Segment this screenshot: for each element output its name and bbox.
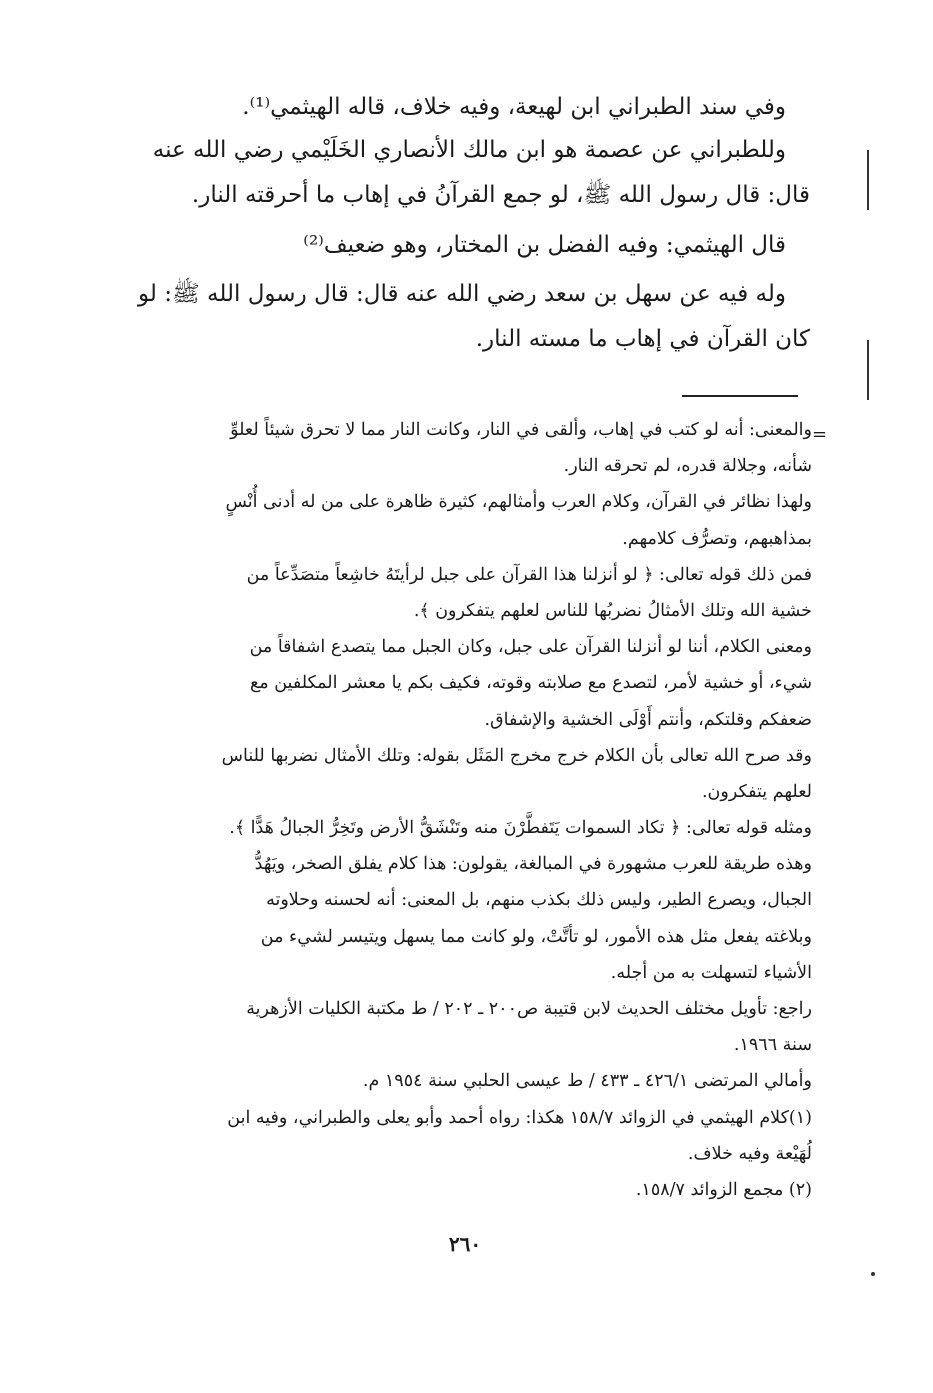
footnote-line: الجبال، ويصرع الطير، وليس ذلك بكذب منهم، بل المعنى: أنه لحسنه وحلاوته <box>266 890 812 911</box>
footnote-separator <box>682 395 798 397</box>
footnote-line: لعلهم يتفكرون. <box>701 781 812 802</box>
main-line-1: وفي سند الطبراني ابن لهيعة، وفيه خلاف، قاله الهيثمي⁽¹⁾. <box>242 94 786 120</box>
footnote-line: خشية الله وتلك الأمثالُ نضربُها للناس لعلهم يتفكرون ﴾. <box>413 600 812 621</box>
main-line-3: قال: قال رسول الله ﷺ، لو جمع القرآنُ في إهاب ما أحرقته النار. <box>191 182 810 208</box>
footnote-line: شأنه، وجلالة قدره، لم تحرقه النار. <box>563 456 812 477</box>
footnote-line: ولهذا نظائر في القرآن، وكلام العرب وأمثالهم، كثيرة ظاهرة على من له أدنى أُنْسٍ <box>225 492 812 513</box>
footnote-line: سنة ١٩٦٦. <box>733 1035 812 1056</box>
footnote-line: وأمالي المرتضى ٤٢٦/١ ـ ٤٣٣ / ط عيسى الحلبي سنة ١٩٥٤ م. <box>362 1071 812 1092</box>
page-number: ٢٦٠ <box>448 1232 482 1256</box>
footnotes <box>100 412 812 1208</box>
footnote-line: (٢) مجمع الزوائد ١٥٨/٧. <box>635 1179 812 1200</box>
main-line-6: كان القرآن في إهاب ما مسته النار. <box>475 326 810 352</box>
footnote-line: وقد صرح الله تعالى بأن الكلام خرج مخرج المَثَل بقوله: وتلك الأمثال نضربها للناس <box>221 745 812 766</box>
main-text <box>98 86 810 361</box>
footnote-line: الأشياء لتسهلت به من أجله. <box>610 962 812 983</box>
continuation-marker: = <box>812 424 828 445</box>
main-line-5: وله فيه عن سهل بن سعد رضي الله عنه قال: قال رسول الله ﷺ: لو <box>138 281 786 307</box>
footnote-line: والمعنى: أنه لو كتب في إهاب، وألقى في النار، وكانت النار مما لا تحرق شيئاً لعلوِّ <box>230 420 812 440</box>
footnote-line: شيء، أو خشية لأمر، لتصدع مع صلابته وقوته، فكيف بكم يا معشر المكلفين مع <box>249 673 812 694</box>
main-line-2: وللطبراني عن عصمة هو ابن مالك الأنصاري الخَلَيْمي رضي الله عنه <box>152 137 786 163</box>
footnote-line: لُهَيْعة وفيه خلاف. <box>687 1143 812 1164</box>
footnote-line: (١)كلام الهيثمي في الزوائد ١٥٨/٧ هكذا: رواه أحمد وأبو يعلى والطبراني، وفيه ابن <box>227 1107 812 1128</box>
main-line-4: قال الهيثمي: وفيه الفضل بن المختار، وهو ضعيف⁽²⁾ <box>303 232 786 258</box>
footnote-line: ضعفكم وقلتكم، وأنتم أَوْلَى الخشية والإشفاق. <box>484 709 812 730</box>
footnote-line: فمن ذلك قوله تعالى: ﴿ لو أنزلنا هذا القرآن على جبل لرأيتَهُ خاشِعاً متصَدِّعاً من <box>246 564 812 585</box>
footnote-line: وبلاغته يفعل مثل هذه الأمور، لو تأتَّتْ، ولو كانت مما يسهل ويتيسر لشيء من <box>260 926 812 947</box>
footnote-line: وهذه طريقة للعرب مشهورة في المبالغة، يقولون: هذا كلام يفلق الصخر، ويَهُدُّ <box>254 854 812 875</box>
scan-speck <box>871 1272 875 1276</box>
footnote-line: راجع: تأويل مختلف الحديث لابن قتيبة ص٢٠٠ ـ ٢٠٢ / ط مكتبة الكليات الأزهرية <box>246 999 812 1019</box>
footnote-line: ومعنى الكلام، أننا لو أنزلنا القرآن على جبل، وكان الجبل مما يتصدع اشفاقاً من <box>249 637 812 658</box>
footnote-line: بمذاهبهم، وتصرُّف كلامهم. <box>622 528 812 549</box>
margin-scan-mark <box>867 340 869 400</box>
margin-scan-mark <box>867 150 869 210</box>
footnote-line: ومثله قوله تعالى: ﴿ تكاد السموات يَتَفطَّرْنَ منه وتَنْشَقُّ الأرض وتَخِرُّ الجبالُ هَدًّا ﴾. <box>229 818 812 839</box>
